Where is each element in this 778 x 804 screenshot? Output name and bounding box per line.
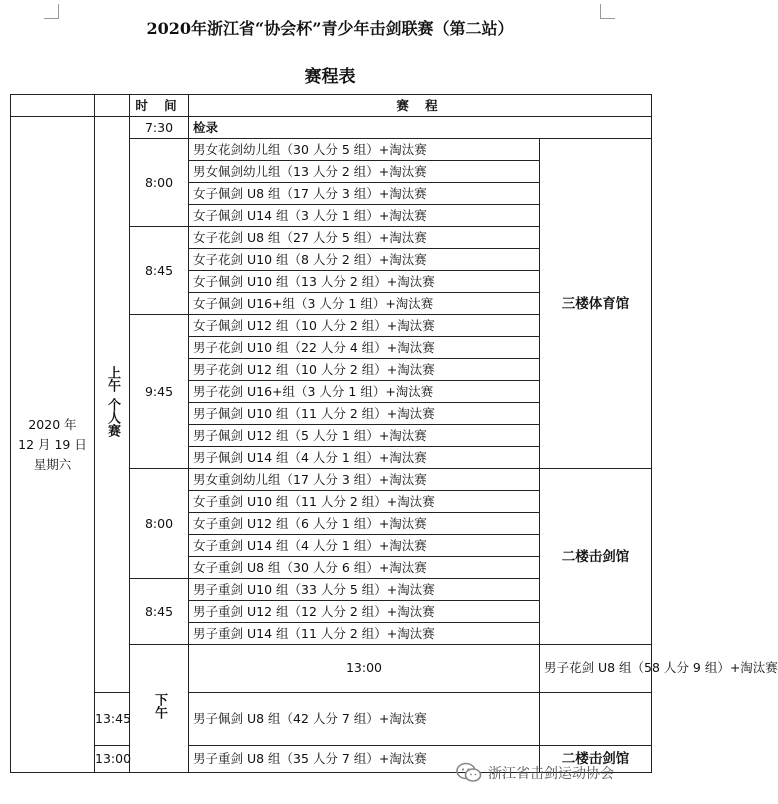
event-item: 男子花剑 U16+组（3 人分 1 组）+淘汰赛: [189, 381, 540, 403]
schedule-table: [10, 94, 778, 773]
event-item: 男子佩剑 U8 组（42 人分 7 组）+淘汰赛: [189, 692, 540, 745]
event-item: 男子花剑 U10 组（22 人分 4 组）+淘汰赛: [189, 337, 540, 359]
time-slot: 8:45: [130, 227, 189, 315]
event-item: 女子佩剑 U16+组（3 人分 1 组）+淘汰赛: [189, 293, 540, 315]
event-item: 女子佩剑 U12 组（10 人分 2 组）+淘汰赛: [189, 315, 540, 337]
event-item: 男子重剑 U8 组（35 人分 7 组）+淘汰赛: [189, 746, 540, 773]
time-slot: 8:00: [130, 469, 189, 579]
document-subtitle: 赛程表: [304, 67, 356, 87]
event-item: 男女重剑幼儿组（17 人分 3 组）+淘汰赛: [189, 469, 540, 491]
event-item: 男女佩剑幼儿组（13 人分 2 组）+淘汰赛: [189, 161, 540, 183]
date-cell: [11, 117, 95, 773]
header-schedule: 赛 程: [189, 95, 652, 117]
event-item: 男子佩剑 U12 组（5 人分 1 组）+淘汰赛: [189, 425, 540, 447]
event-item: 男子重剑 U12 组（12 人分 2 组）+淘汰赛: [189, 601, 540, 623]
event-item: 男子重剑 U14 组（11 人分 2 组）+淘汰赛: [189, 623, 540, 645]
event-item: 男子花剑 U8 组（58 人分 9 组）+淘汰赛: [540, 645, 652, 693]
date-day: 12 月 19 日: [18, 436, 87, 452]
event-item: 男子重剑 U10 组（33 人分 5 组）+淘汰赛: [189, 579, 540, 601]
time-slot: 8:00: [130, 139, 189, 227]
table-row: [11, 117, 652, 139]
event-item: 女子佩剑 U8 组（17 人分 3 组）+淘汰赛: [189, 183, 540, 205]
header-time: 时 间: [130, 95, 189, 117]
checkin-time: 7:30: [130, 117, 189, 139]
event-item: 女子重剑 U8 组（30 人分 6 组）+淘汰赛: [189, 557, 540, 579]
event-item: 女子佩剑 U14 组（3 人分 1 组）+淘汰赛: [189, 205, 540, 227]
event-item: 男子佩剑 U14 组（4 人分 1 组）+淘汰赛: [189, 447, 540, 469]
date-year: 2020 年: [28, 416, 77, 432]
event-item: 女子重剑 U14 组（4 人分 1 组）+淘汰赛: [189, 535, 540, 557]
event-item: 男子花剑 U12 组（10 人分 2 组）+淘汰赛: [189, 359, 540, 381]
session-morning-cell: [95, 117, 130, 693]
event-item: 女子重剑 U10 组（11 人分 2 组）+淘汰赛: [189, 491, 540, 513]
wechat-icon: [456, 762, 482, 784]
time-slot: 13:00: [95, 746, 130, 773]
date-weekday: 星期六: [33, 456, 72, 472]
time-slot: 13:45: [95, 692, 130, 745]
header-row: [11, 95, 652, 117]
table-row: [11, 692, 652, 745]
session-individual-label: 个人赛: [105, 397, 120, 437]
event-item: 女子花剑 U8 组（27 人分 5 组）+淘汰赛: [189, 227, 540, 249]
watermark: [456, 762, 614, 784]
session-morning-label: 上午: [105, 365, 120, 392]
venue-3f-gym: 三楼体育馆: [540, 139, 652, 469]
event-item: 女子花剑 U10 组（8 人分 2 组）+淘汰赛: [189, 249, 540, 271]
session-afternoon-cell: [130, 645, 189, 773]
event-item: 男女花剑幼儿组（30 人分 5 组）+淘汰赛: [189, 139, 540, 161]
time-slot: 13:00: [189, 645, 540, 693]
event-item: 男子佩剑 U10 组（11 人分 2 组）+淘汰赛: [189, 403, 540, 425]
session-afternoon-label: 下午: [152, 692, 167, 719]
venue-2f-fencing-hall: 二楼击剑馆: [540, 746, 652, 773]
document-title: 2020年浙江省“协会杯”青少年击剑联赛（第二站）: [146, 19, 514, 38]
watermark-text: 浙江省击剑运动协会: [488, 766, 614, 782]
time-slot: 9:45: [130, 315, 189, 469]
event-item: 女子佩剑 U10 组（13 人分 2 组）+淘汰赛: [189, 271, 540, 293]
venue-2f-fencing-hall: 二楼击剑馆: [540, 469, 652, 645]
event-item: 女子重剑 U12 组（6 人分 1 组）+淘汰赛: [189, 513, 540, 535]
time-slot: 8:45: [130, 579, 189, 645]
checkin-label: 检录: [189, 117, 652, 139]
